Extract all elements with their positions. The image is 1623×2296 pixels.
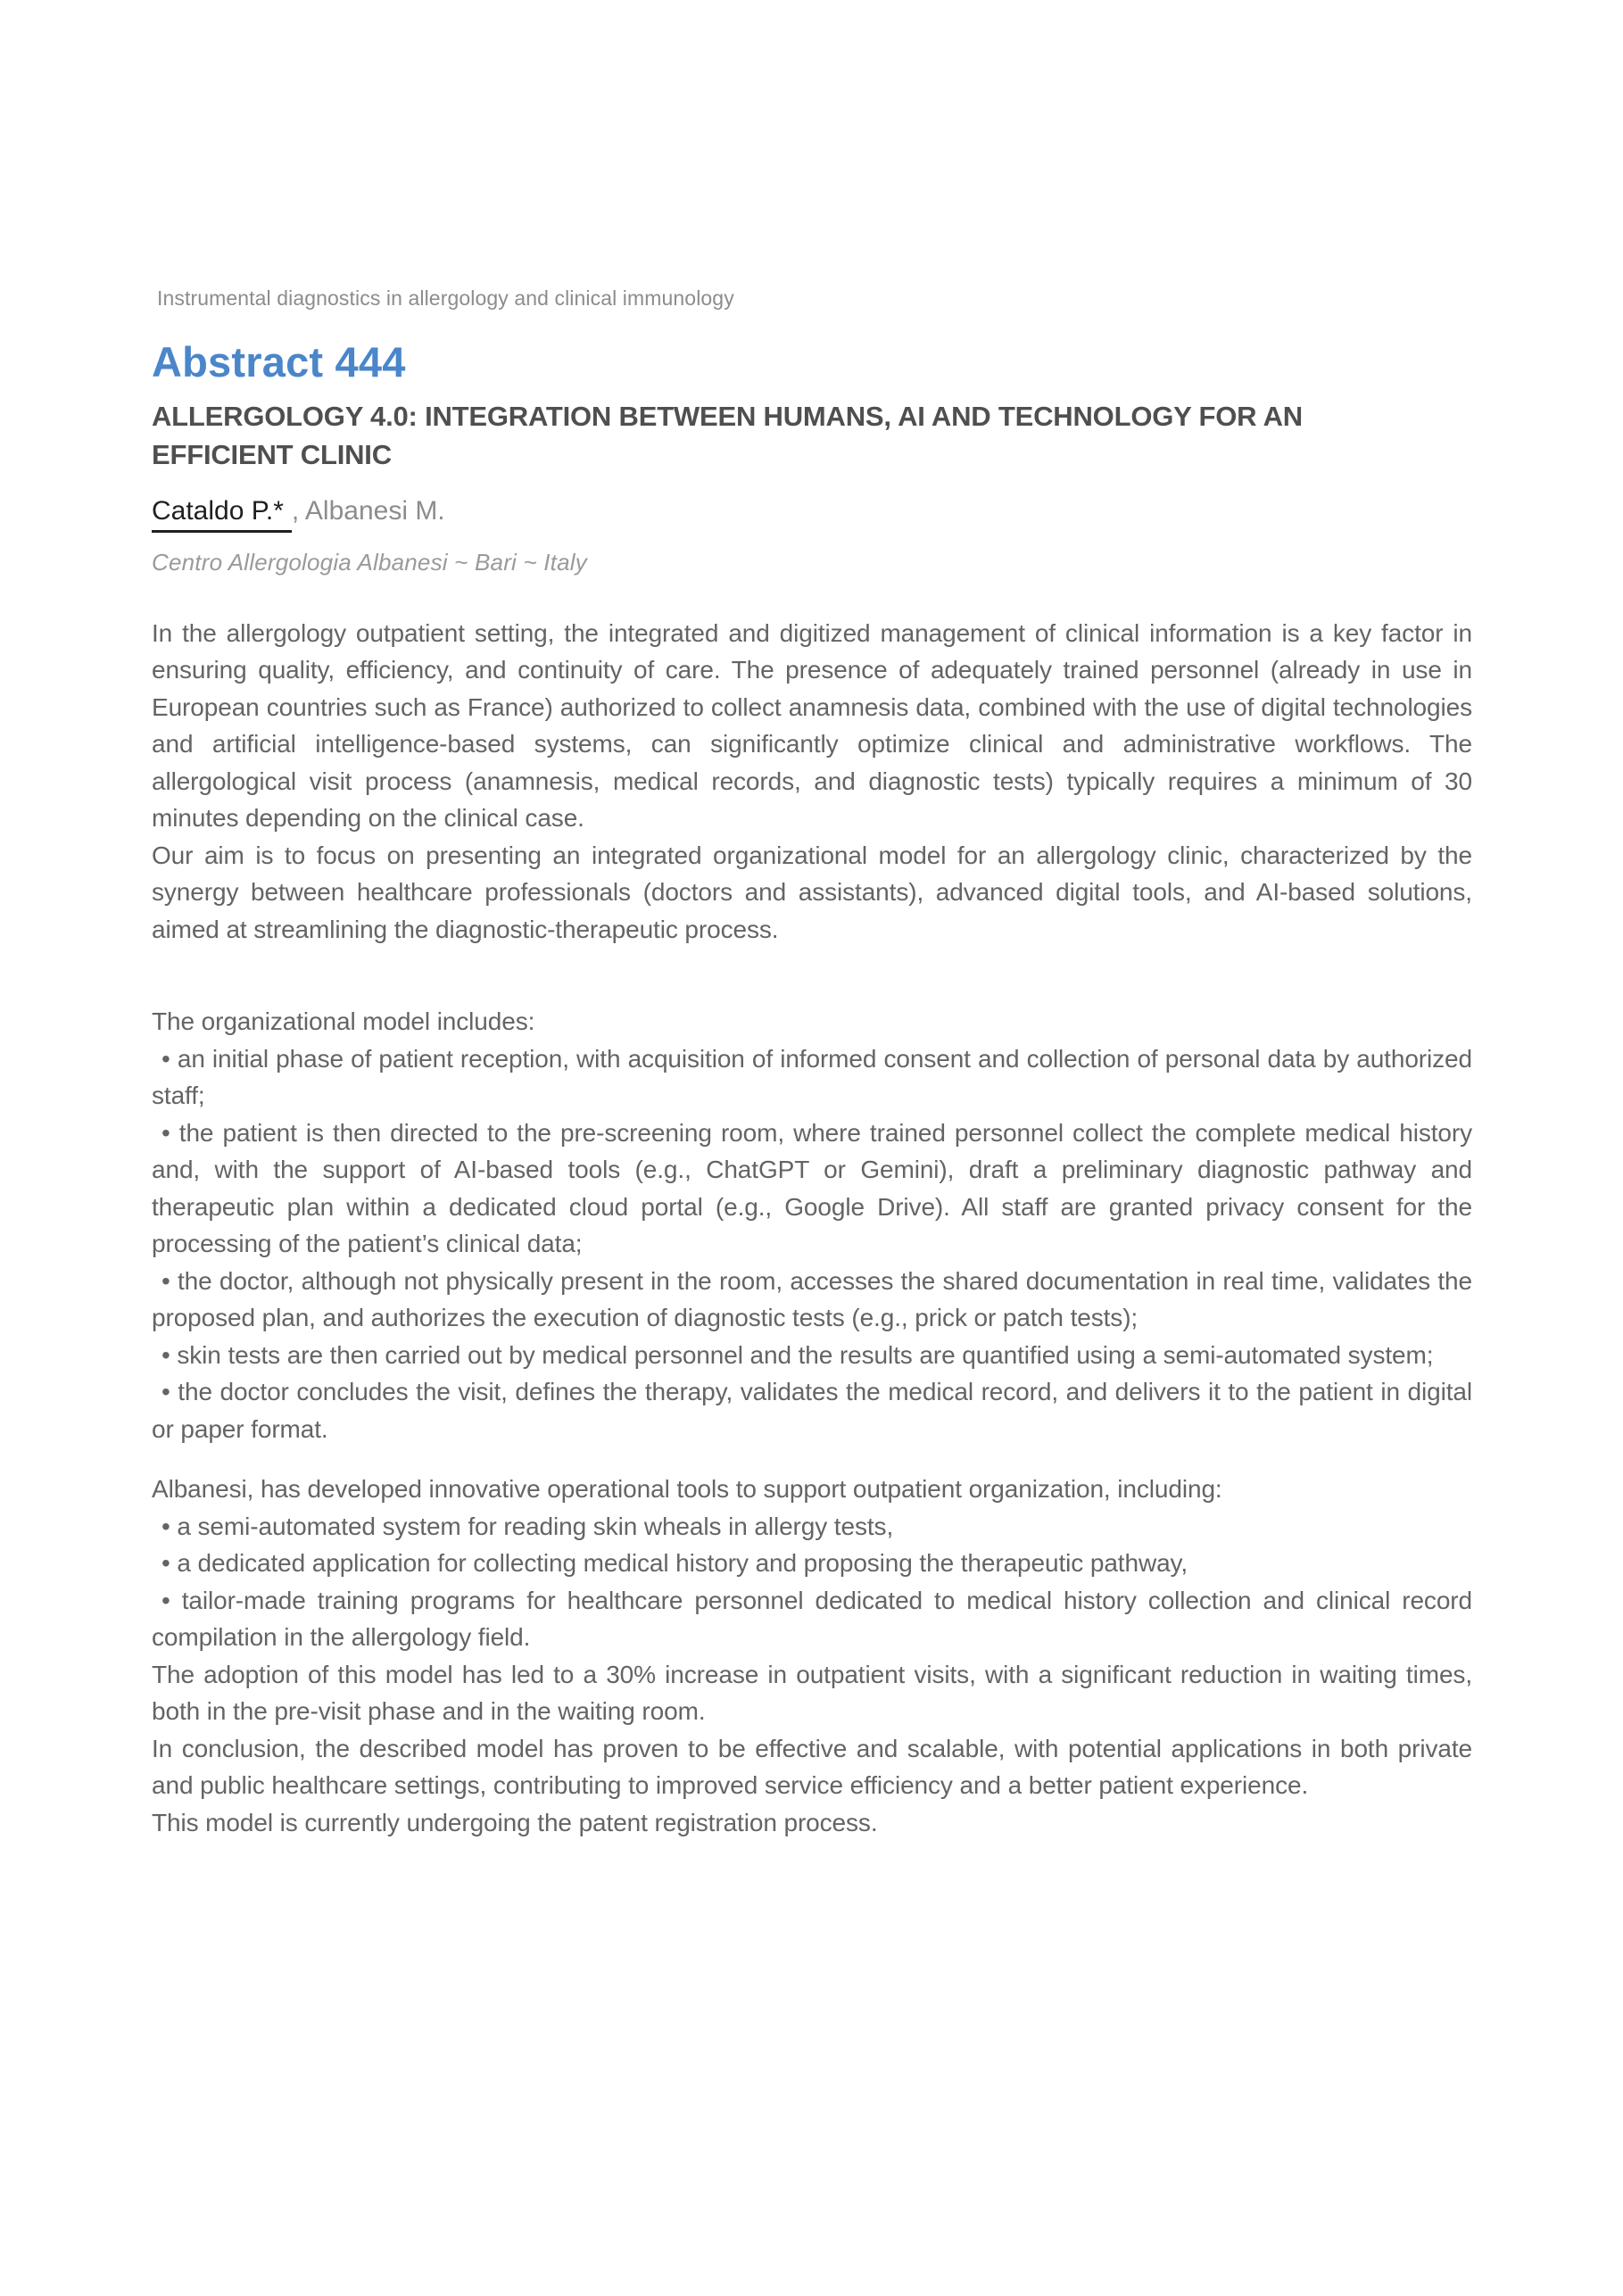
- org-bullet-item: • the doctor concludes the visit, defines the therapy, validates the medical record, and delivers it to the patient in digital or paper format.: [152, 1378, 1472, 1443]
- abstract-body: [152, 615, 1472, 1842]
- paper-title-line-1: ALLERGOLOGY 4.0: INTEGRATION BETWEEN HUMANS, AI AND TECHNOLOGY FOR AN: [152, 400, 1303, 432]
- paragraph-patent-note: This model is currently undergoing the patent registration process.: [152, 1808, 878, 1836]
- paragraph-conclusion: In conclusion, the described model has proven to be effective and scalable, with potential applications in both private and public healthcare settings, contributing to improved service efficiency and a better patient experience.: [152, 1734, 1472, 1800]
- tools-bullet-item: • tailor-made training programs for healthcare personnel dedicated to medical history collection and clinical record compilation in the allergology field.: [152, 1586, 1472, 1652]
- org-bullet-item: • an initial phase of patient reception, with acquisition of informed consent and collection of personal data by authorized staff;: [152, 1044, 1472, 1110]
- paragraph-introduction: In the allergology outpatient setting, the integrated and digitized management of clinical information is a key factor in ensuring quality, efficiency, and continuity of care. The presence of adequately trained personnel (already in use in European countries such as France) authorized to collect anamnesis data, combined with the use of digital technologies and artificial intelligence-based systems, can significantly optimize clinical and administrative workflows. The allergological visit process (anamnesis, medical records, and diagnostic tests) typically requires a minimum of 30 minutes depending on the clinical case.: [152, 618, 1472, 833]
- paper-title: [152, 397, 1472, 474]
- authors-line: [152, 495, 1472, 533]
- tools-bullet-item: • a dedicated application for collecting medical history and proposing the therapeutic pathway,: [161, 1549, 1188, 1578]
- tools-intro-paragraph: Albanesi, has developed innovative operational tools to support outpatient organization, including:: [152, 1475, 1222, 1504]
- organizational-model-heading: The organizational model includes:: [152, 1007, 535, 1036]
- affiliation-line: Centro Allergologia Albanesi ~ Bari ~ Italy: [152, 548, 587, 576]
- author-primary: Cataldo P.*: [152, 495, 292, 533]
- paper-title-line-2: EFFICIENT CLINIC: [152, 438, 392, 470]
- org-bullet-item: • skin tests are then carried out by medical personnel and the results are quantified using a semi-automated system;: [161, 1340, 1434, 1369]
- tools-bullet-item: • a semi-automated system for reading skin wheals in allergy tests,: [161, 1512, 894, 1540]
- org-bullet-item: • the doctor, although not physically present in the room, accesses the shared documentation in real time, validates the proposed plan, and authorizes the execution of diagnostic tests (e.g., prick or patch tests);: [152, 1266, 1472, 1332]
- abstract-number-heading: Abstract 444: [152, 338, 406, 386]
- org-bullet-item: • the patient is then directed to the pre-screening room, where trained personnel collect the complete medical history and, with the support of AI-based tools (e.g., ChatGPT or Gemini), draft a preliminary diagnostic pathway and therapeutic plan within a dedicated cloud portal (e.g., Google Drive). All staff are granted privacy consent for the processing of the patient’s clinical data;: [152, 1118, 1472, 1258]
- author-secondary: , Albanesi M.: [291, 495, 445, 526]
- paragraph-aim: Our aim is to focus on presenting an integrated organizational model for an allergology clinic, characterized by the synergy between healthcare professionals (doctors and assistants), advanced digital tools, and AI-based solutions, aimed at streamlining the diagnostic-therapeutic process.: [152, 841, 1472, 943]
- session-category-label: Instrumental diagnostics in allergology and clinical immunology: [157, 286, 734, 310]
- paragraph-results: The adoption of this model has led to a 30% increase in outpatient visits, with a significant reduction in waiting times, both in the pre-visit phase and in the waiting room.: [152, 1660, 1472, 1726]
